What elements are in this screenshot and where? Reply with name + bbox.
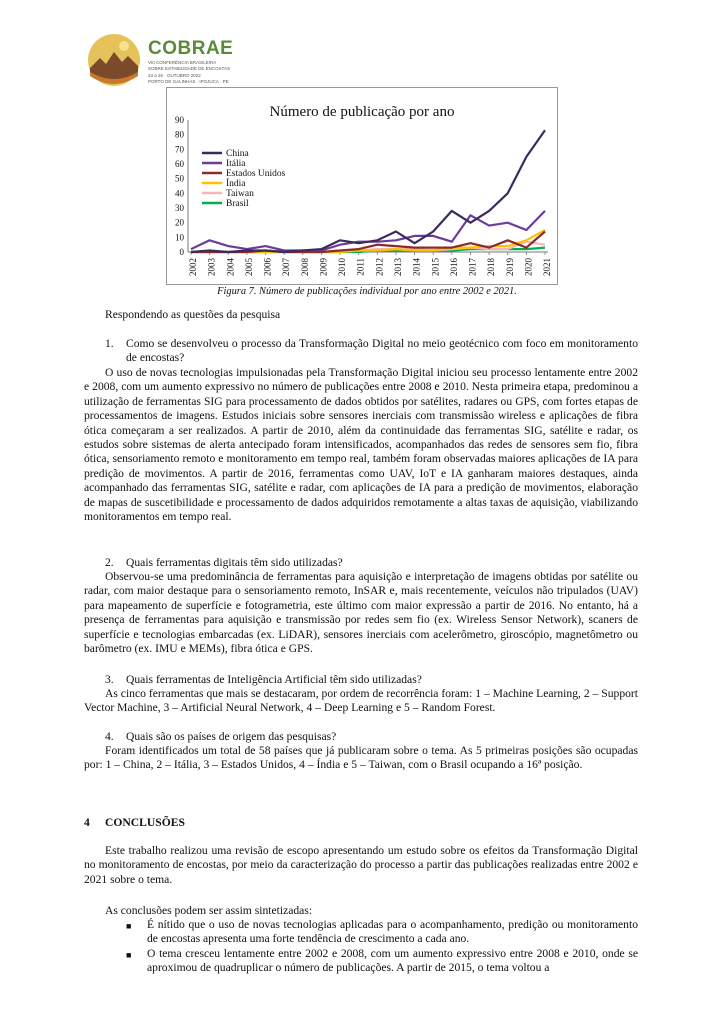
x-tick-label: 2010 bbox=[337, 258, 348, 276]
y-tick-label: 30 bbox=[175, 203, 184, 213]
chart-title: Número de publicação por ano bbox=[269, 104, 455, 120]
x-tick-label: 2007 bbox=[281, 258, 292, 276]
y-tick-label: 0 bbox=[179, 247, 184, 257]
y-tick-label: 70 bbox=[175, 144, 184, 155]
y-tick-label: 60 bbox=[175, 159, 184, 169]
section-title: CONCLUSÕES bbox=[105, 816, 185, 829]
answer-4: Foram identificados um total de 58 países que já publicaram sobre o tema. As 5 primeiras posições são ocupadas por: 1 – China, 2 – Itália, 3 – Estados Unidos, 4 – Índia e 5 – Taiwan, com o Brasil ocupando a 16ª posição. bbox=[84, 744, 638, 772]
question-4-number: 4. bbox=[105, 730, 114, 743]
legend-label: Índia bbox=[226, 179, 246, 189]
x-tick-label: 2020 bbox=[523, 258, 534, 276]
x-tick-label: 2016 bbox=[448, 258, 459, 276]
logo-subtitle-4: PORTO DE GALINHAS · IPOJUCA · PE bbox=[148, 79, 229, 84]
y-tick-label: 50 bbox=[175, 173, 184, 184]
x-tick-label: 2003 bbox=[206, 258, 217, 276]
logo-subtitle-2: SOBRE ESTABILIDADE DE ENCOSTAS bbox=[148, 66, 231, 71]
x-tick-label: 2004 bbox=[225, 258, 236, 276]
x-tick-label: 2021 bbox=[542, 258, 553, 276]
conclusion-intro: As conclusões podem ser assim sintetizadas: bbox=[105, 904, 313, 917]
y-tick-label: 20 bbox=[175, 217, 184, 228]
y-tick-label: 90 bbox=[175, 115, 184, 125]
publications-line-chart bbox=[166, 87, 558, 285]
conclusion-paragraph: Este trabalho realizou uma revisão de escopo apresentando um estudo sobre os efeitos da Transformação Digital no monitoramento de encostas, por meio da caracterização do processo a partir das publicações realizadas entre 2002 e 2021 sobre o tema. bbox=[84, 844, 638, 886]
x-tick-label: 2011 bbox=[355, 258, 366, 276]
figure-caption: Figura 7. Número de publicações individual por ano entre 2002 e 2021. bbox=[217, 286, 517, 297]
legend-label: Estados Unidos bbox=[226, 169, 286, 179]
question-3: Quais ferramentas de Inteligência Artificial têm sido utilizadas? bbox=[126, 673, 422, 686]
question-2-number: 2. bbox=[105, 556, 114, 569]
legend-label: Itália bbox=[226, 159, 246, 169]
answer-3: As cinco ferramentas que mais se destacaram, por ordem de recorrência foram: 1 – Machine Learning, 2 – Support Vector Machine, 3 – Artificial Neural Network, 4 – Deep Learning e 5 – Random Forest. bbox=[84, 687, 638, 715]
logo-subtitle-1: VIII CONFERÊNCIA BRASILEIRA bbox=[148, 60, 217, 65]
legend-label: Taiwan bbox=[226, 189, 254, 199]
x-tick-label: 2019 bbox=[504, 258, 515, 276]
logo-emblem-icon bbox=[86, 32, 142, 88]
bullet-icon: ■ bbox=[126, 921, 132, 931]
x-tick-label: 2015 bbox=[430, 258, 441, 276]
question-3-number: 3. bbox=[105, 673, 114, 686]
x-tick-label: 2009 bbox=[318, 258, 329, 276]
answer-2: Observou-se uma predominância de ferramentas para aquisição e interpretação de imagens obtidas por satélite ou radar, com maior destaque para o sensoriamento remoto, InSAR e, mais recentemente, veículos não tripulados (UAV) para mapeamento de superfície e fotogrametria, este último com maior expressão a partir de 2016. No entanto, há a presença de ferramentas para aquisição e transmissão por redes sem fio (ex. Wireless Sensor Network), scaners de superfície e tecnologias embarcadas (ex. LiDAR), sensores inerciais com acelerômetro, giroscópio, magnetômetro ou barômetro (ex. IMU e MEMs), fibra ótica e GPS. bbox=[84, 570, 638, 656]
question-4: Quais são os países de origem das pesquisas? bbox=[126, 730, 337, 743]
y-tick-label: 10 bbox=[175, 232, 184, 243]
logo-title: COBRAE bbox=[148, 38, 234, 59]
conclusion-bullet-2: O tema cresceu lentamente entre 2002 e 2008, com um aumento expressivo entre 2008 e 2010, onde se aproximou de quadruplicar o número de publicações. A partir de 2015, o tema voltou a bbox=[147, 947, 638, 975]
x-tick-label: 2014 bbox=[411, 258, 422, 276]
x-tick-label: 2012 bbox=[374, 258, 385, 276]
section-number: 4 bbox=[84, 816, 90, 829]
logo-subtitle-3: 23 a 26 · OUTUBRO 2022 bbox=[148, 73, 201, 78]
x-tick-label: 2002 bbox=[188, 258, 199, 276]
x-tick-label: 2018 bbox=[486, 258, 497, 276]
y-tick-label: 80 bbox=[175, 129, 184, 140]
answer-1: O uso de novas tecnologias impulsionadas pela Transformação Digital iniciou seu processo lentamente entre 2002 e 2008, com um aumento expressivo no número de publicações entre 2008 e 2010. Nesta primeira etapa, predominou a utilização de ferramentas SIG para processamento de dados obtidos por satélites, radares ou GPS, com fortes etapas de processamentos de imagens. Estudos iniciais sobre sensores inerciais com transmissão wireless e aplicações de fibra ótica começaram a ser realizados. A partir de 2010, além da continuidade das ferramentas SIG, satélite e radar, os estudos sobre sistemas de alerta antecipado foram intensificados, acompanhados das redes de sensores sem fio, fibra ótica, sensoriamento remoto e monitoramento em tempo real, também foram observadas maiores aplicações de IA para predição de movimentos. A partir de 2016, ferramentas como UAV, IoT e IA ganharam maiores destaques, ainda acompanhado das ferramentas SIG, satélite e radar, com aplicações de IA para a predição de movimentos, elaboração de mapas de suscetibilidade e processamento de dados adquiridos remotamente a altas taxas de aquisição, viabilizando monitoramentos em tempo real. bbox=[84, 366, 638, 524]
conference-logo bbox=[86, 32, 286, 88]
legend-label: China bbox=[226, 149, 249, 159]
x-tick-label: 2017 bbox=[467, 258, 478, 276]
x-tick-label: 2005 bbox=[243, 258, 254, 276]
question-1-number: 1. bbox=[105, 337, 114, 350]
x-tick-label: 2013 bbox=[393, 258, 404, 276]
question-2: Quais ferramentas digitais têm sido utilizadas? bbox=[126, 556, 343, 569]
legend-label: Brasil bbox=[226, 199, 249, 209]
y-tick-label: 40 bbox=[175, 188, 184, 199]
x-tick-label: 2006 bbox=[262, 258, 273, 276]
question-1: Como se desenvolveu o processo da Transformação Digital no meio geotécnico com foco em monitoramento de encostas? bbox=[126, 337, 638, 365]
intro-text: Respondendo as questões da pesquisa bbox=[105, 308, 281, 321]
bullet-icon: ■ bbox=[126, 950, 132, 960]
conclusion-bullet-1: É nítido que o uso de novas tecnologias aplicadas para o acompanhamento, predição ou monitoramento de encostas apresenta uma forte tendência de crescimento a cada ano. bbox=[147, 918, 638, 946]
x-tick-label: 2008 bbox=[299, 258, 310, 276]
